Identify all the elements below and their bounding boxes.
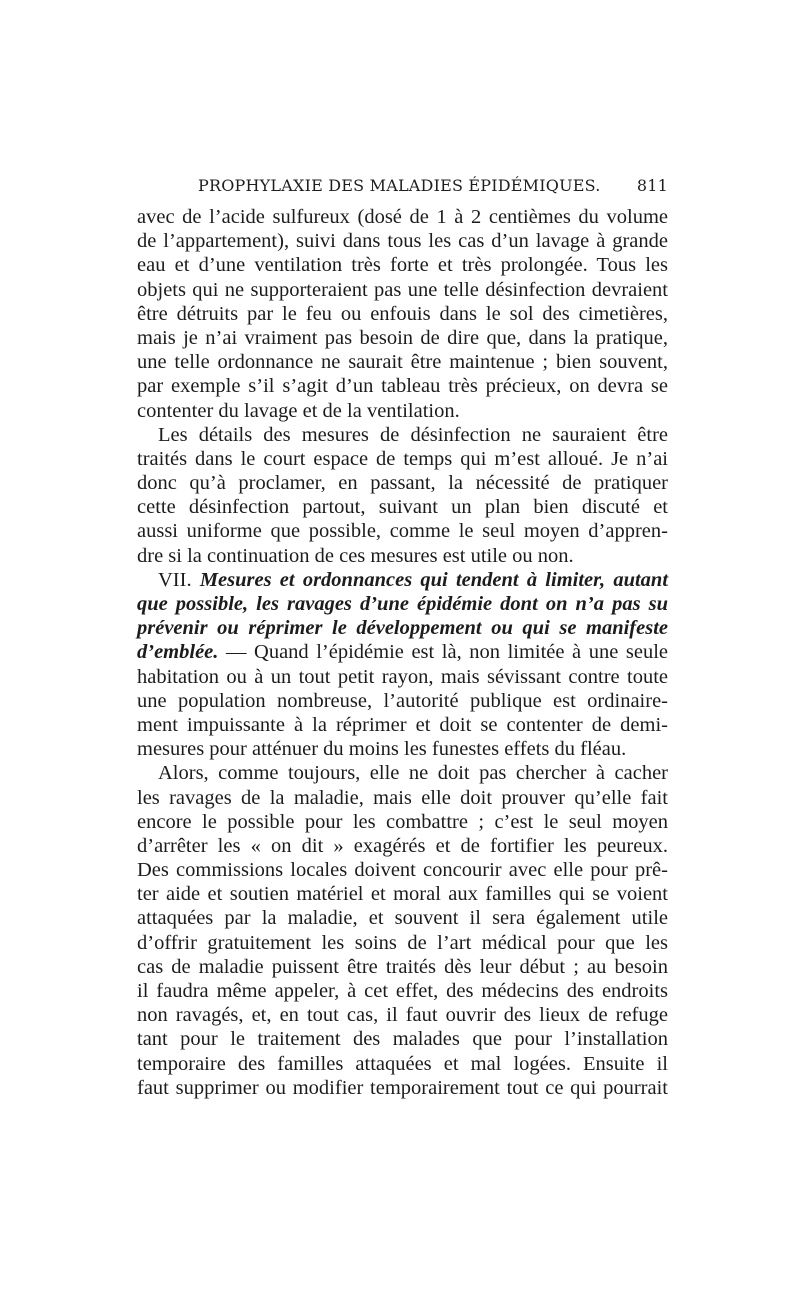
text-line: contenter du lavage et de la ventilation. [137,399,460,422]
section-text-start: — Quand l’épidémie est là, non limitée à une seule [225,641,668,664]
text-line: il faudra même appeler, à cet effet, des médecins des endroits [137,980,668,1002]
section-number: VII. [158,568,192,591]
text-line: cas de maladie puissent être traités dès leur début ; au besoin [137,955,668,978]
text-line: les ravages de la maladie, mais elle doit prouver qu’elle fait [137,786,668,809]
text-line: Alors, comme toujours, elle ne doit pas chercher à cacher [158,762,668,785]
text-line: mesures pour atténuer du moins les funestes effets du fléau. [137,738,627,761]
text-line: être détruits par le feu ou enfouis dans le sol des cimetières, [137,302,668,325]
page-number: 811 [636,176,668,195]
text-line [137,640,668,664]
text-line: faut supprimer ou modifier temporairement tout ce qui pourrait [137,1076,668,1099]
section-title-part: Mesures et ordonnances qui tendent à limiter, autant [199,568,669,591]
running-title: PROPHYLAXIE DES MALADIES ÉPIDÉMIQUES. [198,176,601,195]
text-line: objets qui ne supporteraient pas une telle désinfection devraient [137,278,668,301]
text-line: habitation ou à un tout petit rayon, mais sévissant contre toute [137,665,668,688]
text-line: donc qu’à proclamer, en passant, la nécessité de pratiquer [137,472,668,495]
running-head [198,176,668,200]
text-line: avec de l’acide sulfureux (dosé de 1 à 2 centièmes du volume [137,206,668,228]
body-text [137,205,668,1100]
text-line: Des commissions locales doivent concourir avec elle pour prê- [137,859,668,882]
text-line: Les détails des mesures de désinfection ne sauraient être [158,423,668,446]
text-line: une telle ordonnance ne saurait être maintenue ; bien souvent, [137,351,668,374]
text-line: attaquées par la maladie, et souvent il sera également utile [137,907,668,930]
text-line: d’offrir gratuitement les soins de l’art médical pour que les [137,931,668,954]
text-line: par exemple s’il s’agit d’un tableau très précieux, on devra se [137,375,668,398]
text-line: dre si la continuation de ces mesures est utile ou non. [137,544,574,567]
text-line: de l’appartement), suivi dans tous les cas d’un lavage à grande [137,230,668,253]
text-line: eau et d’une ventilation très forte et très prolongée. Tous les [137,254,668,277]
text-line: encore le possible pour les combattre ; c’est le seul moyen [137,810,668,833]
text-line: temporaire des familles attaquées et mal logées. Ensuite il [137,1052,668,1075]
text-line: ter aide et soutien matériel et moral aux familles qui se voient [137,883,668,906]
section-title-end: d’emblée. [137,641,219,664]
text-line: non ravagés, et, en tout cas, il faut ouvrir des lieux de refuge [137,1004,668,1027]
text-line: une population nombreuse, l’autorité publique est ordinaire- [137,689,668,712]
text-line: ment impuissante à la réprimer et doit se contenter de demi- [137,713,668,736]
text-line: tant pour le traitement des malades que pour l’installation [137,1028,668,1051]
text-line: mais je n’ai vraiment pas besoin de dire que, dans la pratique, [137,326,668,349]
text-line: traités dans le court espace de temps qui m’est alloué. Je n’ai [137,447,668,470]
section-title-line: prévenir ou réprimer le développement ou qui se manifeste [137,617,668,640]
text-line: aussi uniforme que possible, comme le seul moyen d’appren- [137,520,668,543]
text-line: cette désinfection partout, suivant un plan bien discuté et [137,496,668,519]
section-heading-line [137,568,668,592]
text-line: d’arrêter les « on dit » exagérés et de fortifier les peureux. [137,834,668,857]
section-title-line: que possible, les ravages d’une épidémie dont on n’a pas su [137,593,668,615]
